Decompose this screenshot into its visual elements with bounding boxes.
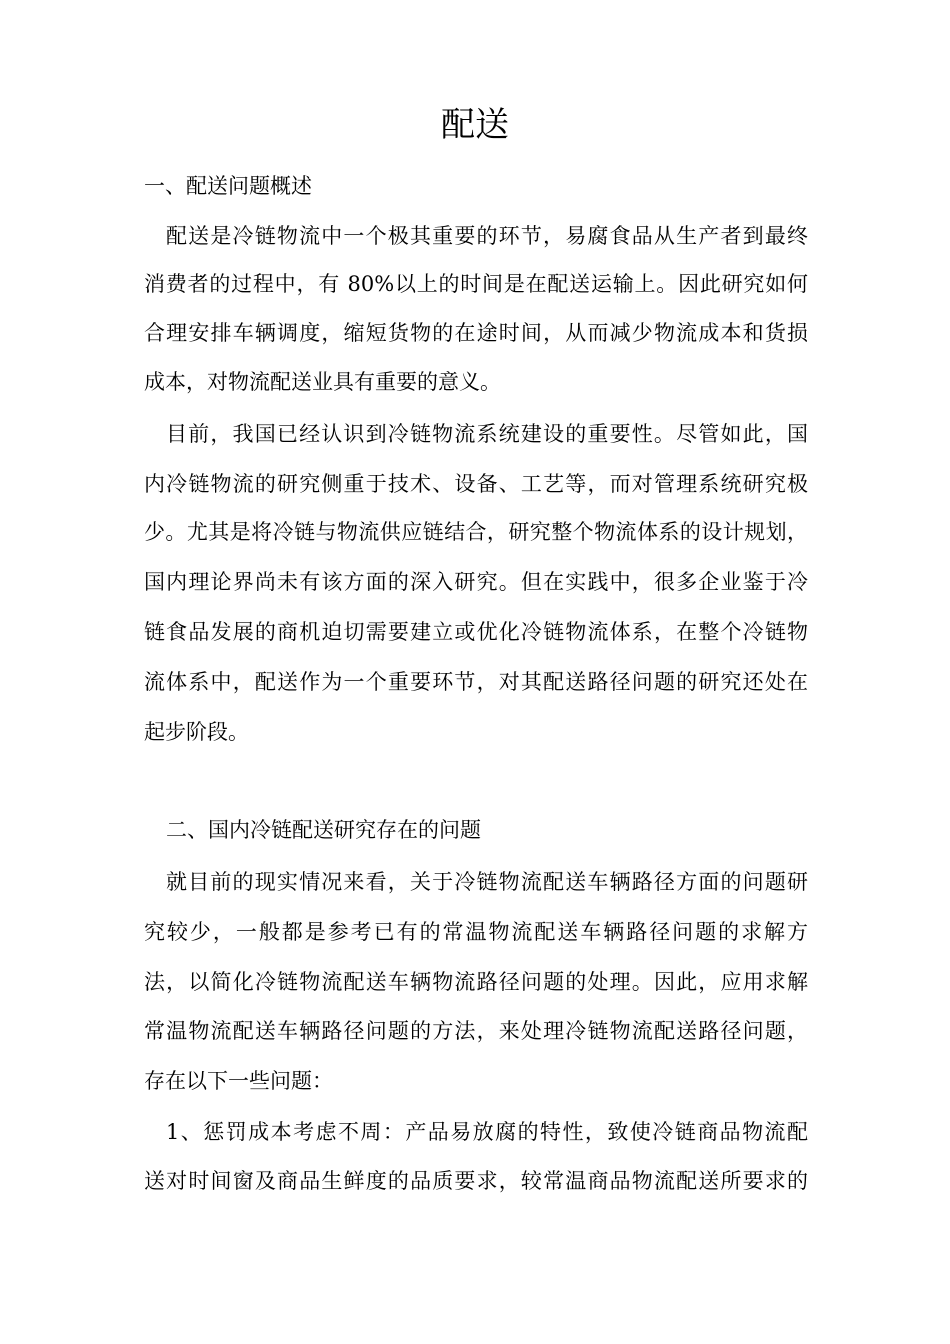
- paragraph-line: 成本，对物流配送业具有重要的意义。: [144, 370, 501, 394]
- paragraph-line: 就目前的现实情况来看，关于冷链物流配送车辆路径方面的问题研: [166, 870, 808, 894]
- paragraph-line: 究较少，一般都是参考已有的常温物流配送车辆路径问题的求解方: [144, 920, 808, 944]
- paragraph-line: 链食品发展的商机迫切需要建立或优化冷链物流体系，在整个冷链物: [144, 620, 808, 644]
- section-heading-2: 二、国内冷链配送研究存在的问题: [166, 818, 481, 842]
- paragraph-line: 流体系中，配送作为一个重要环节，对其配送路径问题的研究还处在: [144, 670, 808, 694]
- paragraph-line: 法，以简化冷链物流配送车辆物流路径问题的处理。因此，应用求解: [144, 970, 808, 994]
- paragraph-line: 国内理论界尚未有该方面的深入研究。但在实践中，很多企业鉴于冷: [144, 570, 808, 594]
- section-heading-1: 一、配送问题概述: [144, 174, 312, 198]
- paragraph-line: 送对时间窗及商品生鲜度的品质要求，较常温商品物流配送所要求的: [144, 1169, 808, 1193]
- paragraph-line: 配送是冷链物流中一个极其重要的环节，易腐食品从生产者到最终: [166, 224, 808, 248]
- document-title: 配送: [441, 105, 509, 145]
- paragraph-line: 内冷链物流的研究侧重于技术、设备、工艺等，而对管理系统研究极: [144, 472, 808, 496]
- paragraph-line: 少。尤其是将冷链与物流供应链结合，研究整个物流体系的设计规划，: [144, 520, 808, 544]
- paragraph-line: 1、惩罚成本考虑不周：产品易放腐的特性，致使冷链商品物流配: [166, 1120, 808, 1144]
- paragraph-line: 目前，我国已经认识到冷链物流系统建设的重要性。尽管如此，国: [166, 422, 808, 446]
- paragraph-line: 常温物流配送车辆路径问题的方法，来处理冷链物流配送路径问题，: [144, 1019, 808, 1043]
- paragraph-line: 合理安排车辆调度，缩短货物的在途时间，从而减少物流成本和货损: [144, 321, 808, 345]
- paragraph-line: 消费者的过程中，有 80%以上的时间是在配送运输上。因此研究如何: [144, 272, 808, 296]
- paragraph-line: 起步阶段。: [144, 720, 249, 744]
- paragraph-line: 存在以下一些问题：: [144, 1069, 333, 1093]
